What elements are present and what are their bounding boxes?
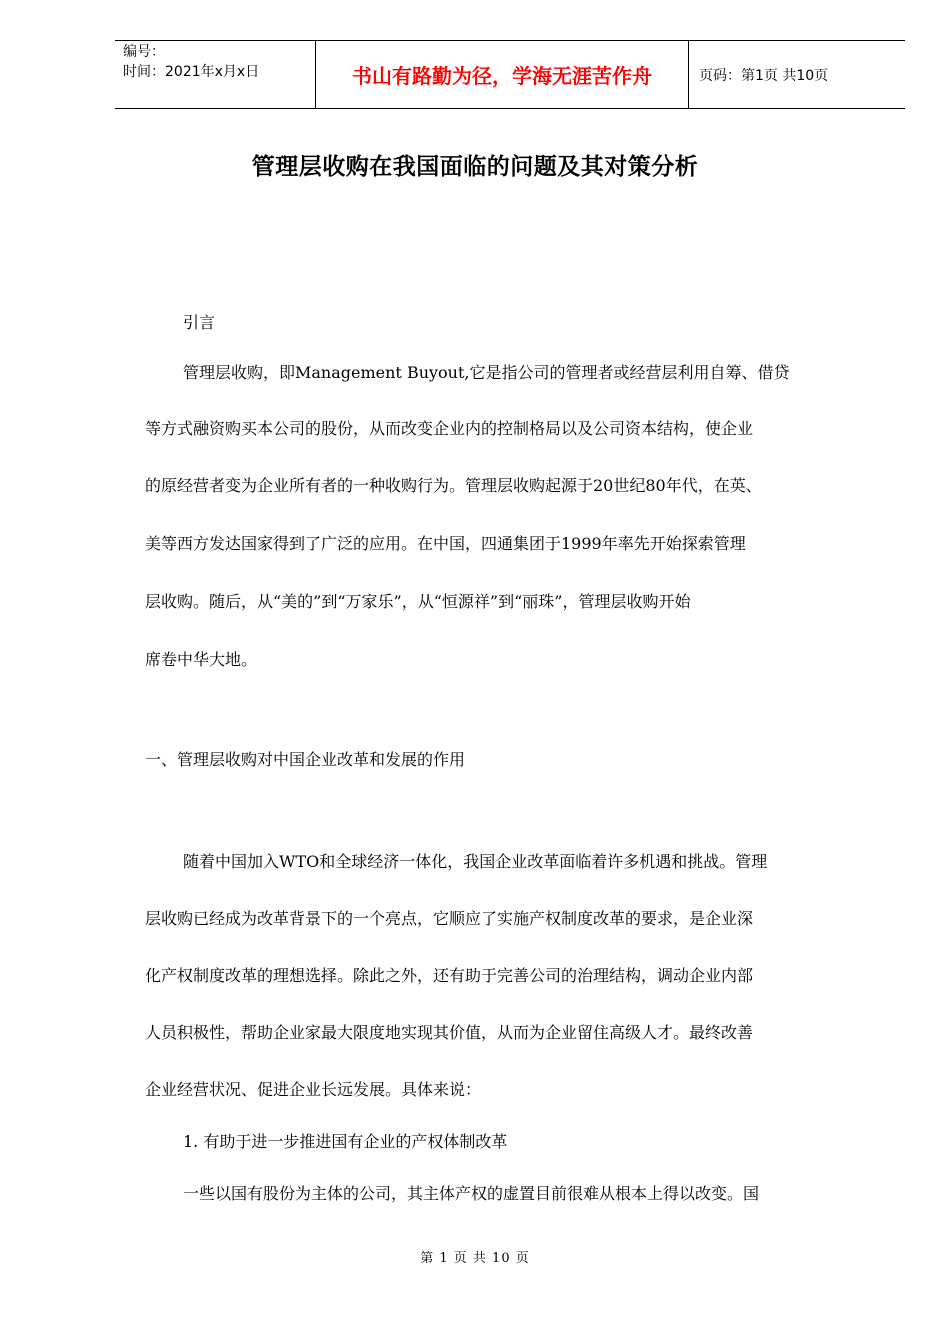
section-heading-1: 一、管理层收购对中国企业改革和发展的作用 bbox=[145, 750, 466, 769]
header-meta bbox=[115, 41, 316, 108]
header-motto: 书山有路勤为径，学海无涯苦作舟 bbox=[316, 41, 689, 108]
paragraph-line: 人员积极性，帮助企业家最大限度地实现其价值，从而为企业留住高级人才。最终改善 bbox=[145, 1023, 754, 1042]
page-header bbox=[115, 40, 905, 109]
page-footer: 第 1 页 共 10 页 bbox=[420, 1251, 530, 1266]
paragraph-line: 管理层收购，即Management Buyout,它是指公司的管理者或经营层利用自筹、借贷 bbox=[183, 363, 790, 382]
paragraph-line: 随着中国加入WTO和全球经济一体化，我国企业改革面临着许多机遇和挑战。管理 bbox=[183, 852, 768, 871]
intro-heading: 引言 bbox=[183, 313, 216, 332]
paragraph-line: 等方式融资购买本公司的股份，从而改变企业内的控制格局以及公司资本结构，使企业 bbox=[145, 419, 754, 438]
paragraph-line: 企业经营状况、促进企业长远发展。具体来说： bbox=[145, 1080, 482, 1099]
time-label: 时间：2021年x月x日 bbox=[123, 64, 260, 80]
paragraph-line: 一些以国有股份为主体的公司，其主体产权的虚置目前很难从根本上得以改变。国 bbox=[183, 1184, 760, 1203]
paragraph-line: 层收购已经成为改革背景下的一个亮点，它顺应了实施产权制度改革的要求，是企业深 bbox=[145, 909, 754, 928]
header-page-info: 页码：第1页 共10页 bbox=[699, 68, 829, 84]
paragraph-line: 的原经营者变为企业所有者的一种收购行为。管理层收购起源于20世纪80年代，在英、 bbox=[145, 476, 762, 495]
paragraph-line: 席卷中华大地。 bbox=[145, 650, 258, 669]
item-heading-1: 1. 有助于进一步推进国有企业的产权体制改革 bbox=[183, 1132, 508, 1151]
serial-label: 编号： bbox=[123, 44, 165, 60]
paragraph-line: 层收购。随后，从“美的”到“万家乐”，从“恒源祥”到“丽珠”，管理层收购开始 bbox=[145, 592, 691, 611]
paragraph-line: 化产权制度改革的理想选择。除此之外，还有助于完善公司的治理结构，调动企业内部 bbox=[145, 966, 754, 985]
paragraph-line: 美等西方发达国家得到了广泛的应用。在中国，四通集团于1999年率先开始探索管理 bbox=[145, 534, 746, 553]
document-title: 管理层收购在我国面临的问题及其对策分析 bbox=[251, 154, 699, 180]
